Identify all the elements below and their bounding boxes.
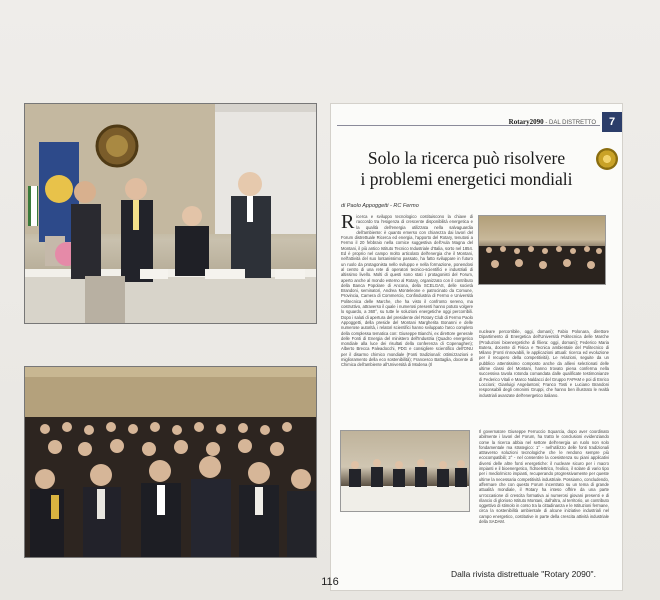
- article-page: [331, 104, 622, 590]
- inline-photo-panel: [341, 431, 469, 511]
- article-text-left: icerca e sviluppo tecnologico costituiscono la chiave di raccordo tra l'esigenza di crescente disponibilità energetica e la qualità dell'energia utilizzata nella salvaguardia dell'ambiente: è quanto emerso con chiarezza dai lavori del Forum distrettuale Ricerca ed energia, l'apporto del Rotary, tenutosi a Fermo il 20 febbraio nella cornice suggestiva dell'Aula Magna del Montani, il più antico Istituto Tecnico Industriale d'Italia, sorto nel 1854. Ed è proprio nel campo molto articolato dell'energia che il Montani, nell'attività del suo lontanissimo passato, ha fatto sviluppare in futuro un ruolo da protagonista nello sviluppo e nella formazione, ponendosi al centro di una rete di operatori tecnico-scientifici e industriali di altissimo livello. Molti di questi sono stati i protagonisti del Forum, aperto anche al mondo esterno al Rotary, organizzato con il contributo della Banca Popolare di Ancona, della SCELGAS, delle società Brandoni, seminatori, Andrea Monteleone e patrocinato da Comune, Provincia, Camera di Commercio, Confindustria di Fermo e Università Politecnica delle Marche, che ha visto il confronto sereno, ma costruttivo, attraverso il quale i numerosi presenti hanno potuto volgere lo sguardo, a 360°, su tutte le soluzioni energetiche oggi percorribili. Dopo i saluti di apertura del presidente del Rotary Club di Fermo Paolo Appoggetti, della preside del Montani Margherita Bonanni e delle numerose autorità, i relatori scientifici hanno sviluppato l'arco completo della complessa tematica con: Giuseppe Bianchi, ex direttore generale delle Fonti di Energia del ministero dell'Industria (Quadro energetico mondiale alla luce dei risultati della conferenza di Copenaghen); Alberto Brecca Paleadocchi, PDG e consigliere scientifico dell'ONU per il disarmo chimico mondiale (Fonti tradizionali: ottimizzazioni e miglioramento della eco sostenibilità); Francesco Battaglia, docente di Chimica dell'ambiente all'Università di Modena (Il: [341, 214, 473, 368]
- dropcap: R: [341, 214, 355, 233]
- magazine-header: [509, 118, 596, 126]
- headline: [341, 148, 592, 190]
- byline: di Paolo Appoggetti - RC Fermo: [341, 203, 419, 209]
- inline-photo-panel-illustration: [341, 431, 469, 511]
- source-note: Dalla rivista distrettuale "Rotary 2090".: [451, 569, 596, 579]
- inline-photo-audience: [479, 216, 605, 284]
- page-badge: 7: [602, 112, 622, 132]
- article-column-right-top: nucleare percorribile, oggi, domani); Fabio Polonara, direttore Dipartimento di Energetica dell'Università Politecnica delle Marche (Produzioni bioenergetiche di filiera: oggi, domani); Federico Maria Butera, docente di Fisica e Tecnica ambientale del Politecnico di Milano (Fonti rinnovabili, le applicazioni attuali: ricerca ed evoluzione per il recupero della competitività). Le relazioni, seguite da un pubblico attentissimo composto anche da allievi selezionati delle ultime classi del Montani, hanno trovato piena conferma nella successiva tavola rotonda comandata dalle qualificate testimonianze di Federico Vitali e Marco Naldacci del Gruppo FAPAM e poi di Enrico Loccioni; Gianluigi Angelantoni; Franco Tosti e Luciano Brandoni responsabili degli omonimi Gruppi, che hanno ben illustrato le realtà industriali avanzate dell'energetico italiano.: [479, 329, 609, 398]
- inline-photo-audience-illustration: [479, 216, 605, 284]
- photo-speakers-illustration: [25, 104, 316, 323]
- section-name: - DAL DISTRETTO: [545, 120, 596, 126]
- page-number: 116: [321, 576, 339, 588]
- headline-line-2: i problemi energetici mondiali: [360, 169, 573, 189]
- headline-line-1: Solo la ricerca può risolvere: [367, 148, 566, 168]
- article-column-right-bottom: Il governatore Giuseppe Ferruccio Squarcia, dopo aver coordinato abilmente i lavori del Forum, ha tratto le conclusioni evidenziando come la ricerca abbia nel settore dell'energia un ruolo non solo fondamentale ma strategico: 1° - nell'utilizzo delle fonti tradizionali attraverso soluzioni tecnologiche che le rendono sempre più ecocompatibili; 2° - nel consentire la coesistenza su piani applicativi diversi delle altre fonti energetiche: il nucleare sicuro per i macro impianti e il bioenergetico, l'idroelettrico, l'eolico, il solare di vario tipo per i medio/micro impianti, recuperando progressivamente per queste ultime la necessaria competitività industriale. Possiamo, concludendo, affermare che con questo Forum incentrato su un tema di grande attualità mondiale, il Rotary ha inteso offrire da una parte un'occasione di crescita formativa ai numerosi giovani presenti e di rilancio di glorioso Istituto Montani, dall'altra, al territorio, un contributo oggettivo di stimolo in corso tra la cittadinanza e le Istituzioni fermane, circa la sostenibilità ambientale di alcune iniziative industriali nel campo energetico, costitutive in parte della crescita attività industriale della SADAM.: [479, 429, 609, 525]
- photo-speakers-stage: [25, 104, 316, 323]
- photo-audience-illustration: [25, 367, 316, 557]
- magazine-name: Rotary2090: [508, 118, 544, 126]
- rotary-wheel-icon: [596, 148, 618, 170]
- photo-audience: [25, 367, 316, 557]
